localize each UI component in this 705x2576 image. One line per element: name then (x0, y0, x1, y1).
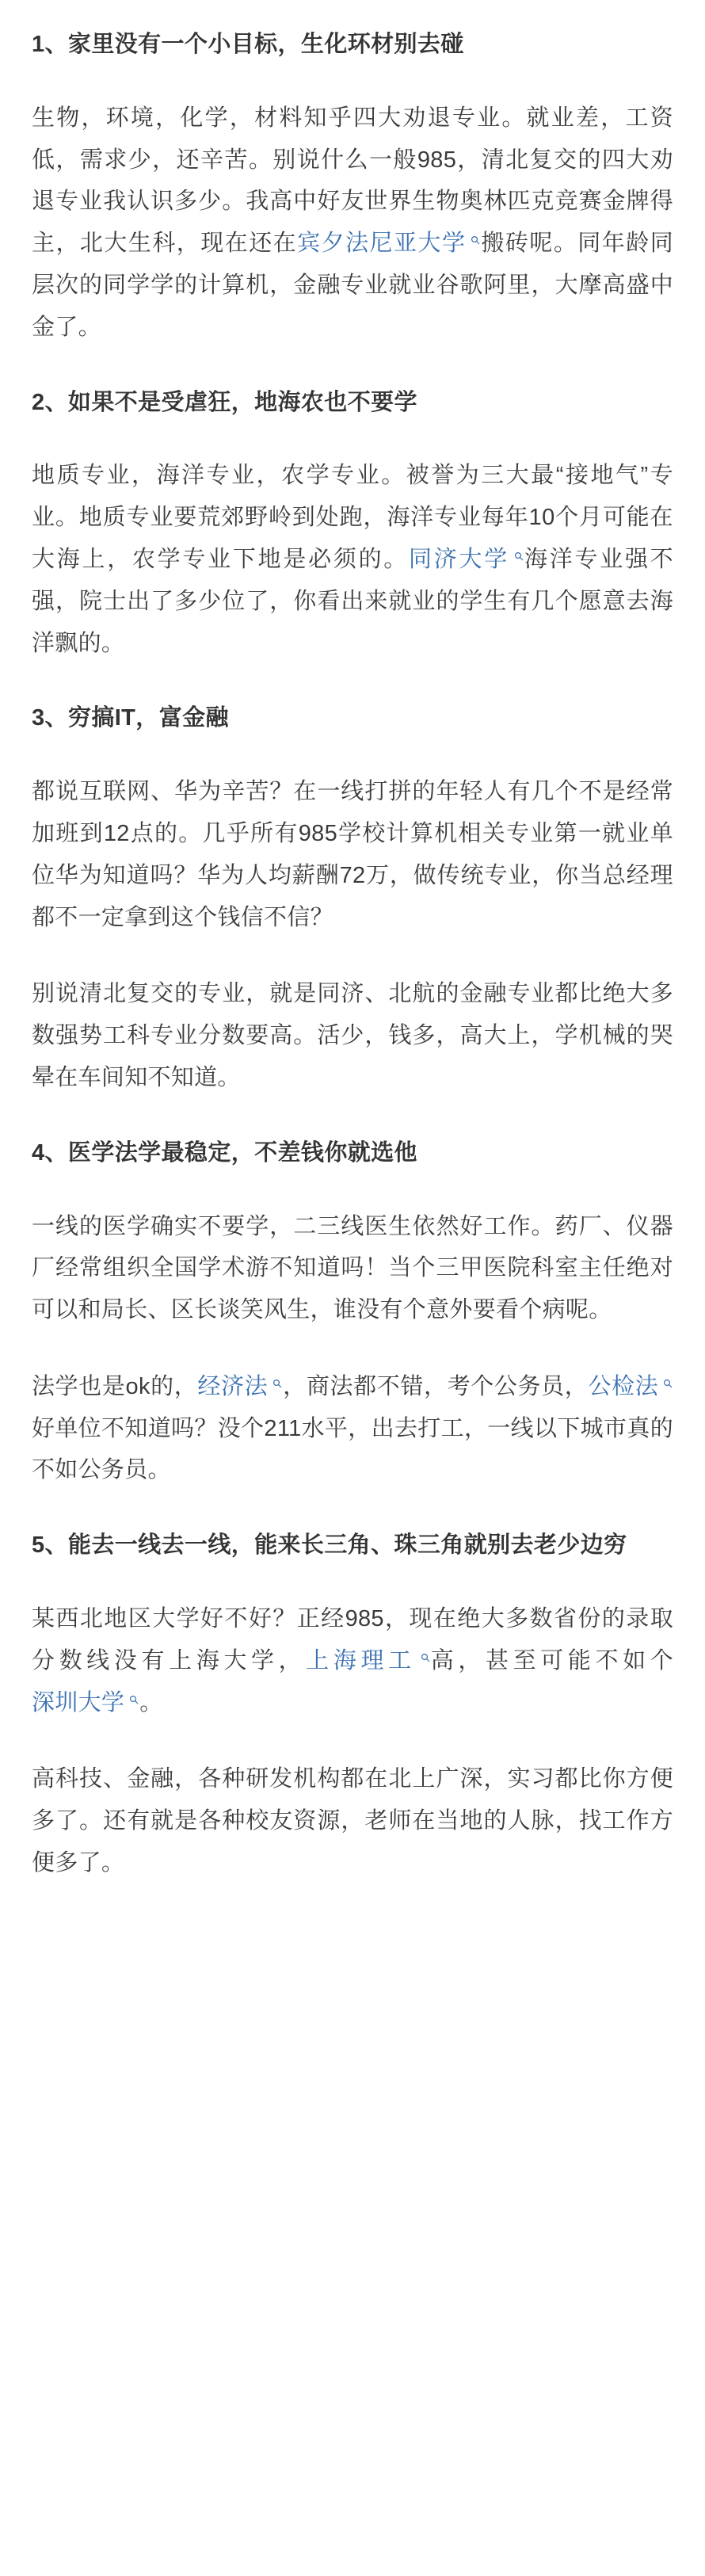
paragraph (32, 1206, 673, 1331)
entity-link-label: 深圳大学 (32, 1689, 125, 1715)
article-body (32, 27, 673, 1884)
article-section (32, 27, 673, 349)
entity-link-label: 宾夕法尼亚大学 (297, 231, 467, 257)
section-heading: 5、能去一线去一线，能来长三角、珠三角就别去老少边穷 (32, 1532, 627, 1559)
paragraph (32, 1366, 673, 1491)
text-run: 海洋专业强不强，院士出了多少位了，你看出来就业的学生有几个愿意去海洋飘的。 (32, 547, 673, 656)
search-icon[interactable] (272, 1379, 282, 1388)
paragraph (32, 973, 673, 1098)
search-icon[interactable] (129, 1695, 139, 1704)
paragraph (32, 1758, 673, 1883)
text-run: 地质专业，海洋专业，农学专业。被誉为三大最“接地气”专业。地质专业要荒郊野岭到处跑，海洋专业每年10个月可能在大海上，农学专业下地是必须的。 (32, 463, 673, 572)
article-section (32, 700, 673, 1098)
text-run: 都说互联网、华为辛苦？在一线打拼的年轻人有几个不是经常加班到12点的。几乎所有985学校计算机相关专业第一就业单位华为知道吗？华为人均薪酬72万，做传统专业，你当总经理都不一定拿到这个钱信不信？ (32, 779, 673, 930)
article-section (32, 385, 673, 665)
entity-link[interactable] (197, 1374, 283, 1399)
text-run: 搬砖呢。同年龄同层次的同学学的计算机，金融专业就业谷歌阿里，大摩高盛中金了。 (32, 231, 673, 340)
text-run: ，商法都不错，考个公务员， (283, 1373, 589, 1399)
text-run: 法学也是ok的， (32, 1373, 198, 1399)
entity-link[interactable] (297, 231, 481, 256)
text-run: 。 (139, 1689, 163, 1715)
paragraph (32, 1598, 673, 1723)
section-heading: 2、如果不是受虐狂，地海农也不要学 (32, 389, 417, 415)
text-run: 别说清北复交的专业，就是同济、北航的金融专业都比绝大多数强势工科专业分数要高。活少，钱多，高大上，学机械的哭晕在车间知不知道。 (32, 981, 673, 1090)
entity-link[interactable] (588, 1374, 673, 1399)
search-icon[interactable] (471, 235, 480, 245)
text-run: 好单位不知道吗？没个211水平，出去打工，一线以下城市真的不如公务员。 (32, 1415, 673, 1483)
paragraph (32, 455, 673, 664)
search-icon[interactable] (663, 1379, 673, 1388)
entity-link[interactable] (32, 1690, 139, 1715)
paragraph (32, 97, 673, 349)
paragraph (32, 771, 673, 938)
entity-link[interactable] (306, 1648, 431, 1673)
text-run: 生物，环境，化学，材料知乎四大劝退专业。就业差，工资低，需求少，还辛苦。别说什么一般985，清北复交的四大劝退专业我认识多少。我高中好友世界生物奥林匹克竞赛金牌得主，北大生科，现在还在 (32, 105, 673, 257)
entity-link-label: 经济法 (197, 1373, 269, 1399)
search-icon[interactable] (514, 551, 524, 561)
text-run: 一线的医学确实不要学，二三线医生依然好工作。药厂、仪器厂经常组织全国学术游不知道吗！当个三甲医院科室主任绝对可以和局长、区长谈笑风生，谁没有个意外要看个病呢。 (32, 1213, 673, 1323)
search-icon[interactable] (421, 1653, 430, 1662)
text-run: 高科技、金融，各种研发机构都在北上广深，实习都比你方便多了。还有就是各种校友资源，老师在当地的人脉，找工作方便多了。 (32, 1766, 673, 1876)
article-section (32, 1135, 673, 1492)
section-heading: 4、医学法学最稳定，不差钱你就选他 (32, 1139, 417, 1166)
entity-link-label: 上海理工 (306, 1647, 416, 1673)
text-run: 某西北地区大学好不好？正经985，现在绝大多数省份的录取分数线没有上海大学， (32, 1606, 673, 1673)
entity-link-label: 公检法 (588, 1373, 658, 1399)
section-heading: 3、穷搞IT，富金融 (32, 705, 229, 731)
entity-link-label: 同济大学 (409, 547, 509, 572)
text-run: 高，甚至可能不如个 (430, 1647, 673, 1673)
entity-link[interactable] (409, 547, 524, 572)
article-section (32, 1528, 673, 1884)
section-heading: 1、家里没有一个小目标，生化环材别去碰 (32, 32, 464, 57)
